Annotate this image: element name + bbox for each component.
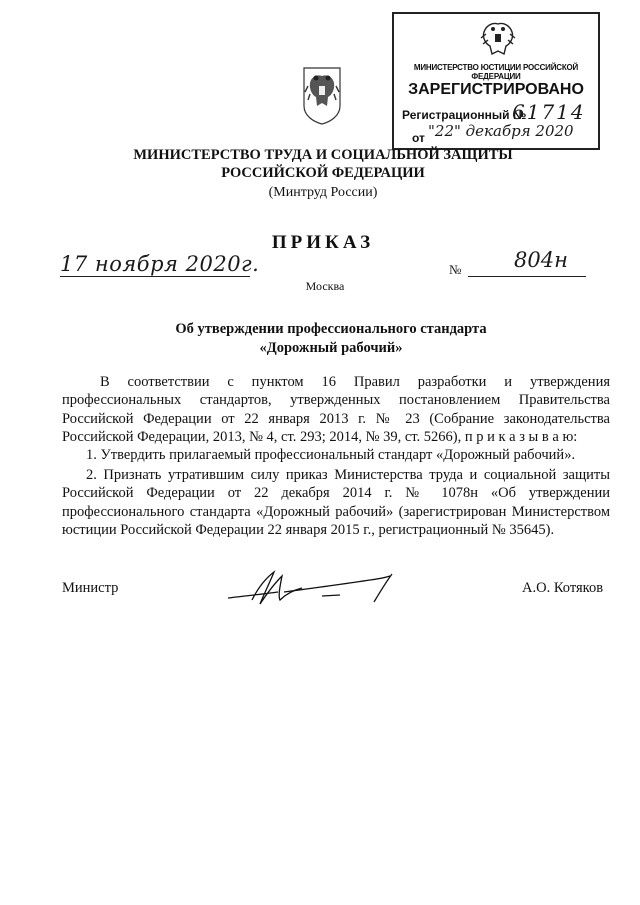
number-underline [468,276,586,277]
ministry-short-name: (Минтруд России) [268,185,378,200]
item-2-paragraph: 2. Признать утратившим силу приказ Министерства труда и социальной защиты Российской Федерации от 22 декабря 2014 г. № 1078н «Об утверждении профессионального стандарта «Дорожный рабочий» (зарегистрирован Министерством юстиции Российской Федерации 22 января 2015 г., регистрационный № 35645). [62,467,610,539]
ministry-name-line2: РОССИЙСКОЙ ФЕДЕРАЦИИ [221,165,425,181]
preamble-paragraph: В соответствии с пунктом 16 Правил разработки и утверждения профессиональных стандартов, утвержденных постановлением Правительства Российской Федерации от 22 января 2013 г. № 23 (Собрание законодательства Российской Федерации, 2013, № 4, ст. 293; 2014, № 39, ст. 5266), п р и к а з ы в а ю: [62,374,610,446]
stamp-status: ЗАРЕГИСТРИРОВАНО [408,81,584,98]
item-1-paragraph: 1. Утвердить прилагаемый профессиональный стандарт «Дорожный рабочий». [86,447,576,463]
state-emblem-icon [300,64,344,126]
order-date: 17 ноября 2020г. [60,252,260,276]
registration-stamp [392,12,600,150]
signer-name: А.О. Котяков [522,580,604,596]
stamp-regno-label: Регистрационный № [402,108,527,122]
ministry-name-line1: МИНИСТЕРСТВО ТРУДА И СОЦИАЛЬНОЙ ЗАЩИТЫ [133,147,513,163]
city: Москва [305,279,345,293]
date-underline [60,276,250,277]
stamp-regno-value: 61714 [512,100,586,124]
coat-of-arms-icon [478,20,518,58]
stamp-date-label: от [412,131,425,145]
order-number: 804н [514,248,568,272]
subject-line1: Об утверждении профессионального стандарта [175,321,487,337]
stamp-ministry: МИНИСТЕРСТВО ЮСТИЦИИ РОССИЙСКОЙ ФЕДЕРАЦИИ [413,63,579,81]
handwritten-signature [224,566,400,610]
stamp-date-value: "22" декабря 2020 [428,122,574,140]
subject-line2: «Дорожный рабочий» [259,340,403,356]
order-title: ПРИКАЗ [271,232,375,253]
order-number-sign: № [449,262,462,277]
signer-position: Министр [62,580,119,596]
